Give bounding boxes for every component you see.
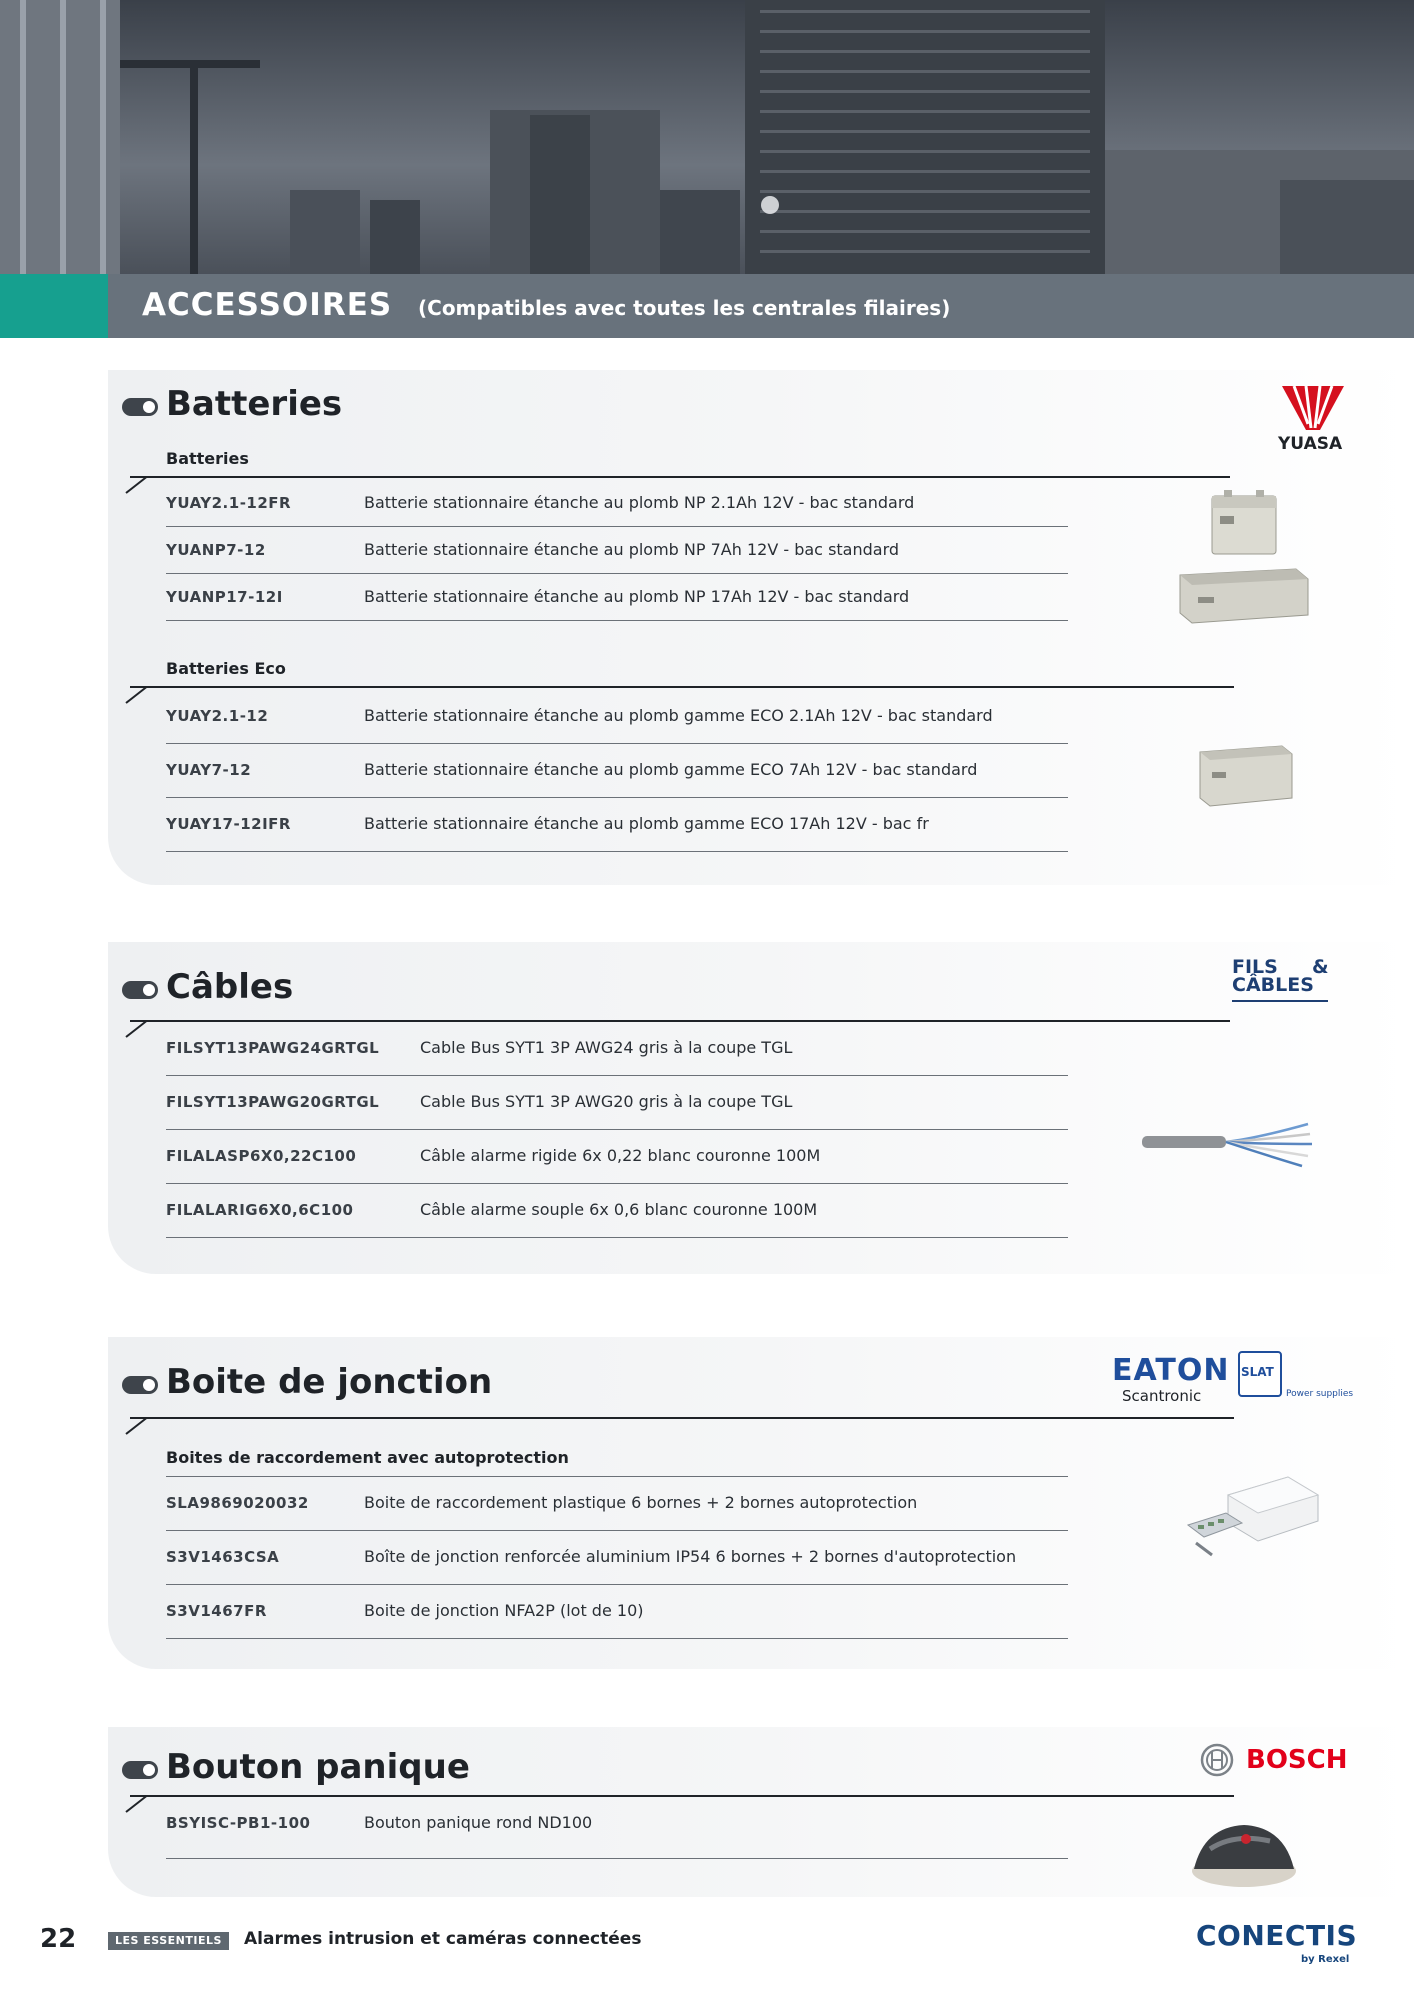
table-row <box>166 1585 1068 1639</box>
junction-box-image <box>1178 1465 1328 1565</box>
battery-eco-image <box>1192 738 1298 814</box>
section-title: Bouton panique <box>166 1747 470 1787</box>
table-row <box>166 1184 1068 1238</box>
fils-text: FILS <box>1232 956 1278 978</box>
toggle-icon <box>122 1761 158 1779</box>
conectis-logo-sub: by Rexel <box>1301 1954 1350 1965</box>
page-number: 22 <box>40 1924 77 1954</box>
section-banner <box>0 274 1414 338</box>
group-rule <box>130 686 1234 688</box>
skyline-illustration <box>0 0 1414 275</box>
toggle-icon <box>122 981 158 999</box>
product-desc: Batterie stationnaire étanche au plomb gamme ECO 7Ah 12V - bac standard <box>364 760 978 779</box>
product-ref: FILALASP6X0,22C100 <box>166 1147 357 1165</box>
rule-slash <box>125 686 147 704</box>
group-title: Batteries <box>166 449 249 468</box>
section-cables <box>108 942 1414 1274</box>
yuasa-logo <box>1280 384 1350 454</box>
amp-text: & <box>1312 956 1329 978</box>
section-panique <box>108 1727 1414 1897</box>
eaton-logo <box>1112 1353 1230 1413</box>
rule-slash <box>125 1417 147 1435</box>
toggle-icon <box>122 1376 158 1394</box>
cable-image <box>1138 1112 1322 1182</box>
product-ref: FILSYT13PAWG20GRTGL <box>166 1093 380 1111</box>
hero-cityscape-image <box>0 0 1414 275</box>
battery-small-image <box>1202 488 1282 558</box>
product-ref: SLA9869020032 <box>166 1494 309 1512</box>
battery-large-image <box>1176 565 1312 631</box>
product-desc: Câble alarme souple 6x 0,6 blanc couronne 100M <box>420 1200 818 1219</box>
table-row <box>166 480 1068 527</box>
group-title: Boites de raccordement avec autoprotection <box>166 1448 569 1467</box>
table-row <box>166 1477 1068 1531</box>
rule-slash <box>125 1795 147 1813</box>
section-title: Boite de jonction <box>166 1362 493 1402</box>
product-desc: Batterie stationnaire étanche au plomb gamme ECO 2.1Ah 12V - bac standard <box>364 706 993 725</box>
rule-slash <box>125 476 147 494</box>
conectis-logo: CONECTIS <box>1196 1919 1358 1952</box>
footer-text: Alarmes intrusion et caméras connectées <box>244 1929 642 1949</box>
group-rule <box>130 476 1230 478</box>
fils-cables-underline <box>1232 1000 1328 1002</box>
product-desc: Boite de jonction NFA2P (lot de 10) <box>364 1601 644 1620</box>
product-desc: Bouton panique rond ND100 <box>364 1813 593 1832</box>
banner-subtitle: (Compatibles avec toutes les centrales filaires) <box>418 296 951 320</box>
product-ref: FILSYT13PAWG24GRTGL <box>166 1039 380 1057</box>
yuasa-mark-icon <box>1280 384 1346 432</box>
table-row <box>166 574 1068 621</box>
scantronic-text: Scantronic <box>1122 1387 1202 1405</box>
product-desc: Cable Bus SYT1 3P AWG24 gris à la coupe TGL <box>420 1038 793 1057</box>
yuasa-brand-text: YUASA <box>1278 434 1343 454</box>
bosch-brand-text: BOSCH <box>1246 1745 1348 1775</box>
product-desc: Boite de raccordement plastique 6 bornes + 2 bornes autoprotection <box>364 1493 918 1512</box>
cables-text: CÂBLES <box>1232 974 1314 996</box>
bosch-armature-icon <box>1200 1743 1234 1777</box>
toggle-icon <box>122 398 158 416</box>
product-ref: YUAY17-12IFR <box>166 815 291 833</box>
slat-sub-text: Power supplies <box>1286 1389 1354 1399</box>
section-title: Batteries <box>166 384 343 424</box>
section-rule <box>130 1417 1234 1419</box>
product-desc: Batterie stationnaire étanche au plomb gamme ECO 17Ah 12V - bac fr <box>364 814 929 833</box>
slat-logo <box>1238 1351 1358 1411</box>
fils-cables-logo <box>1230 956 1340 1016</box>
table-row <box>166 1022 1068 1076</box>
product-desc: Boîte de jonction renforcée aluminium IP54 6 bornes + 2 bornes d'autoprotection <box>364 1547 1017 1566</box>
product-ref: YUAY2.1-12FR <box>166 494 292 512</box>
table-row <box>166 1076 1068 1130</box>
product-desc: Câble alarme rigide 6x 0,22 blanc couronne 100M <box>420 1146 821 1165</box>
group-title: Batteries Eco <box>166 659 286 678</box>
panic-button-image <box>1184 1819 1304 1893</box>
product-ref: YUAY2.1-12 <box>166 707 269 725</box>
product-ref: YUAY7-12 <box>166 761 252 779</box>
table-row <box>166 1130 1068 1184</box>
table-row <box>166 744 1068 798</box>
footer-badge: LES ESSENTIELS <box>108 1932 229 1950</box>
banner-title: ACCESSOIRES <box>142 287 393 323</box>
section-batteries <box>108 370 1414 885</box>
table-row <box>166 798 1068 852</box>
slat-brand-text: SLAT <box>1241 1365 1274 1379</box>
section-title: Câbles <box>166 967 294 1007</box>
rule-slash <box>125 1020 147 1038</box>
table-row <box>166 527 1068 574</box>
product-ref: YUANP17-12I <box>166 588 283 606</box>
product-ref: YUANP7-12 <box>166 541 266 559</box>
product-ref: FILALARIG6X0,6C100 <box>166 1201 354 1219</box>
eaton-brand-text: EATON <box>1112 1353 1230 1388</box>
product-desc: Batterie stationnaire étanche au plomb NP 2.1Ah 12V - bac standard <box>364 493 915 512</box>
product-ref: S3V1467FR <box>166 1602 267 1620</box>
product-ref: S3V1463CSA <box>166 1548 280 1566</box>
product-desc: Batterie stationnaire étanche au plomb NP 17Ah 12V - bac standard <box>364 587 910 606</box>
section-jonction <box>108 1337 1414 1669</box>
product-ref: BSYISC-PB1-100 <box>166 1814 311 1832</box>
banner-accent <box>0 274 108 338</box>
product-desc: Cable Bus SYT1 3P AWG20 gris à la coupe TGL <box>420 1092 793 1111</box>
table-row <box>166 1797 1068 1859</box>
product-desc: Batterie stationnaire étanche au plomb NP 7Ah 12V - bac standard <box>364 540 900 559</box>
bosch-logo <box>1200 1743 1360 1783</box>
table-row <box>166 1531 1068 1585</box>
table-row <box>166 690 1068 744</box>
